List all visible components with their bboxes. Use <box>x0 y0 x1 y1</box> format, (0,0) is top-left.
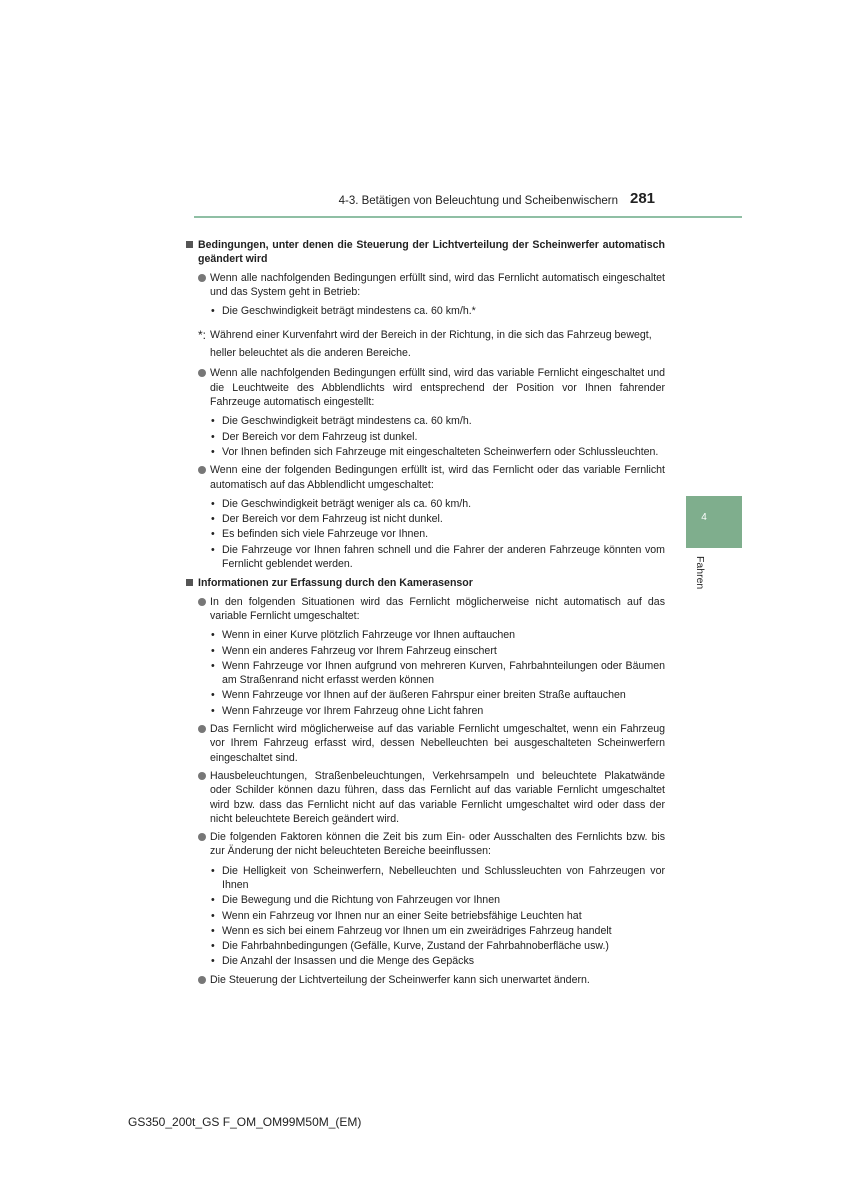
sub-list-item <box>185 893 665 907</box>
sub-list-item <box>185 430 665 444</box>
sub-list-item <box>185 688 665 702</box>
small-bullet-icon: • <box>211 894 215 907</box>
sub-list-item-text: Wenn ein anderes Fahrzeug vor Ihrem Fahrzeug einschert <box>222 644 497 657</box>
small-bullet-icon: • <box>211 955 215 968</box>
list-item-text: Die Steuerung der Lichtverteilung der Scheinwerfer kann sich unerwartet ändern. <box>210 973 590 986</box>
section-heading <box>185 576 665 590</box>
footnote-marker: *: <box>198 328 207 343</box>
circle-bullet-icon <box>198 274 206 282</box>
small-bullet-icon: • <box>211 629 215 642</box>
sub-list-item-text: Wenn Fahrzeuge vor Ihrem Fahrzeug ohne Licht fahren <box>222 704 484 717</box>
small-bullet-icon: • <box>211 445 215 458</box>
small-bullet-icon: • <box>211 528 215 541</box>
small-bullet-icon: • <box>211 305 215 318</box>
sub-list-item-text: Die Fahrbahnbedingungen (Gefälle, Kurve, Zustand der Fahrbahnoberfläche usw.) <box>222 940 609 953</box>
sub-list-item-text: Wenn Fahrzeuge vor Ihnen aufgrund von mehreren Kurven, Fahrbahnteilungen oder Bäumen am Straßenrand nicht erfasst werden können <box>222 659 665 687</box>
sub-list-item <box>185 543 665 572</box>
list-item-text: Die folgenden Faktoren können die Zeit bis zum Ein- oder Ausschalten des Fernlichts bzw. bis zur Änderung der nicht beleuchteten Bereiche beeinflussen: <box>210 831 665 858</box>
chapter-tab-number: 4 <box>701 512 707 523</box>
chapter-tab[interactable] <box>686 496 742 548</box>
sub-list-item <box>185 939 665 953</box>
chapter-tab-label: Fahren <box>694 556 706 590</box>
sub-list-item <box>185 512 665 526</box>
sub-list-item <box>185 628 665 642</box>
circle-bullet-icon <box>198 976 206 984</box>
sub-list-item-text: Die Anzahl der Insassen und die Menge des Gepäcks <box>222 955 475 968</box>
sub-list-item-text: Die Geschwindigkeit beträgt mindestens ca. 60 km/h. <box>222 415 472 428</box>
page-number: 281 <box>630 190 656 207</box>
sub-list-item-text: Es befinden sich viele Fahrzeuge vor Ihnen. <box>222 528 429 541</box>
sub-list-item <box>185 527 665 541</box>
sub-list-item-text: Wenn es sich bei einem Fahrzeug vor Ihnen um ein zweirädriges Fahrzeug handelt <box>222 924 612 937</box>
square-bullet-icon <box>186 241 193 248</box>
sub-list-item-text: Die Helligkeit von Scheinwerfern, Nebelleuchten und Schlussleuchten von Fahrzeugen vor Ihnen <box>222 864 665 891</box>
section-heading <box>185 238 665 267</box>
sub-list-item-text: Vor Ihnen befinden sich Fahrzeuge mit eingeschalteten Scheinwerfern oder Schlussleuchten. <box>222 445 659 458</box>
sub-list-item-text: Wenn in einer Kurve plötzlich Fahrzeuge vor Ihnen auftauchen <box>222 629 516 642</box>
sub-list-item <box>185 954 665 968</box>
circle-bullet-icon <box>198 369 206 377</box>
sub-list-item-text: Wenn ein Fahrzeug vor Ihnen nur an einer Seite betriebsfähige Leuchten hat <box>222 909 582 922</box>
small-bullet-icon: • <box>211 497 215 510</box>
sub-list-item <box>185 304 665 318</box>
list-item <box>185 722 665 765</box>
document-code: GS350_200t_GS F_OM_OM99M50M_(EM) <box>128 1115 362 1129</box>
list-item <box>185 769 665 826</box>
list-item <box>185 366 665 409</box>
header-divider <box>194 216 742 218</box>
chapter-title: 4-3. Betätigen von Beleuchtung und Scheibenwischern <box>338 195 618 207</box>
small-bullet-icon: • <box>211 940 215 953</box>
small-bullet-icon: • <box>211 644 215 657</box>
sub-list-item-text: Die Fahrzeuge vor Ihnen fahren schnell und die Fahrer der anderen Fahrzeuge könnten vom Fernlicht geblendet werden. <box>222 543 665 571</box>
circle-bullet-icon <box>198 725 206 733</box>
list-item <box>185 595 665 624</box>
list-item-text: Wenn alle nachfolgenden Bedingungen erfüllt sind, wird das variable Fernlicht eingeschaltet und die Leuchtweite des Abblendlichts wird entsprechend der Position vor Ihnen fahrender Fahrzeuge automatisch eingestellt: <box>210 367 665 409</box>
footnote-text: Während einer Kurvenfahrt wird der Bereich in der Richtung, in die sich das Fahrzeug bewegt, heller beleuchtet als die anderen Bereiche. <box>210 329 652 360</box>
sub-list-item <box>185 644 665 658</box>
sub-list-item-text: Die Geschwindigkeit beträgt mindestens ca. 60 km/h.* <box>222 305 476 318</box>
sub-list-item <box>185 445 665 459</box>
page-content <box>185 238 665 987</box>
sub-list-item <box>185 497 665 511</box>
section-title: Bedingungen, unter denen die Steuerung der Lichtverteilung der Scheinwerfer automatisch geändert wird <box>198 239 665 266</box>
small-bullet-icon: • <box>211 659 215 672</box>
list-item-text: In den folgenden Situationen wird das Fernlicht möglicherweise nicht automatisch auf das variable Fernlicht umgeschaltet: <box>210 595 665 622</box>
small-bullet-icon: • <box>211 704 215 717</box>
sub-list-item-text: Der Bereich vor dem Fahrzeug ist nicht dunkel. <box>222 513 443 526</box>
list-item <box>185 463 665 492</box>
sub-list-item <box>185 704 665 718</box>
sub-list-item <box>185 909 665 923</box>
list-item-text: Das Fernlicht wird möglicherweise auf das variable Fernlicht umgeschaltet, wenn ein Fahrzeug vor Ihrem Fahrzeug erfasst wird, dessen Nebelleuchten bei ausgeschalteten Scheinwerfern eingeschaltet sind. <box>210 723 665 764</box>
small-bullet-icon: • <box>211 415 215 428</box>
sub-list-item-text: Wenn Fahrzeuge vor Ihnen auf der äußeren Fahrspur einer breiten Straße auftauchen <box>222 689 626 702</box>
list-item <box>185 271 665 300</box>
sub-list-item-text: Die Bewegung und die Richtung von Fahrzeugen vor Ihnen <box>222 894 500 907</box>
small-bullet-icon: • <box>211 864 215 877</box>
sub-list-item <box>185 414 665 428</box>
footnote <box>185 326 665 362</box>
list-item <box>185 973 665 987</box>
small-bullet-icon: • <box>211 430 215 443</box>
sub-list-item <box>185 924 665 938</box>
circle-bullet-icon <box>198 772 206 780</box>
list-item-text: Wenn eine der folgenden Bedingungen erfüllt ist, wird das Fernlicht oder das variable Fernlicht automatisch auf das Abblendlicht umgeschaltet: <box>210 464 665 491</box>
small-bullet-icon: • <box>211 689 215 702</box>
circle-bullet-icon <box>198 833 206 841</box>
sub-list-item-text: Der Bereich vor dem Fahrzeug ist dunkel. <box>222 430 418 443</box>
section-title: Informationen zur Erfassung durch den Kamerasensor <box>198 577 473 590</box>
sub-list-item-text: Die Geschwindigkeit beträgt weniger als ca. 60 km/h. <box>222 497 472 510</box>
list-item-text: Hausbeleuchtungen, Straßenbeleuchtungen, Verkehrsampeln und beleuchtete Plakatwände oder Schilder können dazu führen, dass das Fernlicht auf das variable Fernlicht umgeschaltet wird bzw. dass das Fernlicht nicht auf das variable Fernlicht umgeschaltet wird oder dass der nicht beleuchtete Bereich geändert wird. <box>210 769 665 825</box>
list-item <box>185 830 665 859</box>
sub-list-item <box>185 659 665 688</box>
small-bullet-icon: • <box>211 513 215 526</box>
sub-list-item <box>185 864 665 893</box>
list-item-text: Wenn alle nachfolgenden Bedingungen erfüllt sind, wird das Fernlicht automatisch eingeschaltet und das System geht in Betrieb: <box>210 271 665 298</box>
circle-bullet-icon <box>198 466 206 474</box>
small-bullet-icon: • <box>211 543 215 556</box>
circle-bullet-icon <box>198 598 206 606</box>
small-bullet-icon: • <box>211 909 215 922</box>
small-bullet-icon: • <box>211 924 215 937</box>
square-bullet-icon <box>186 579 193 586</box>
